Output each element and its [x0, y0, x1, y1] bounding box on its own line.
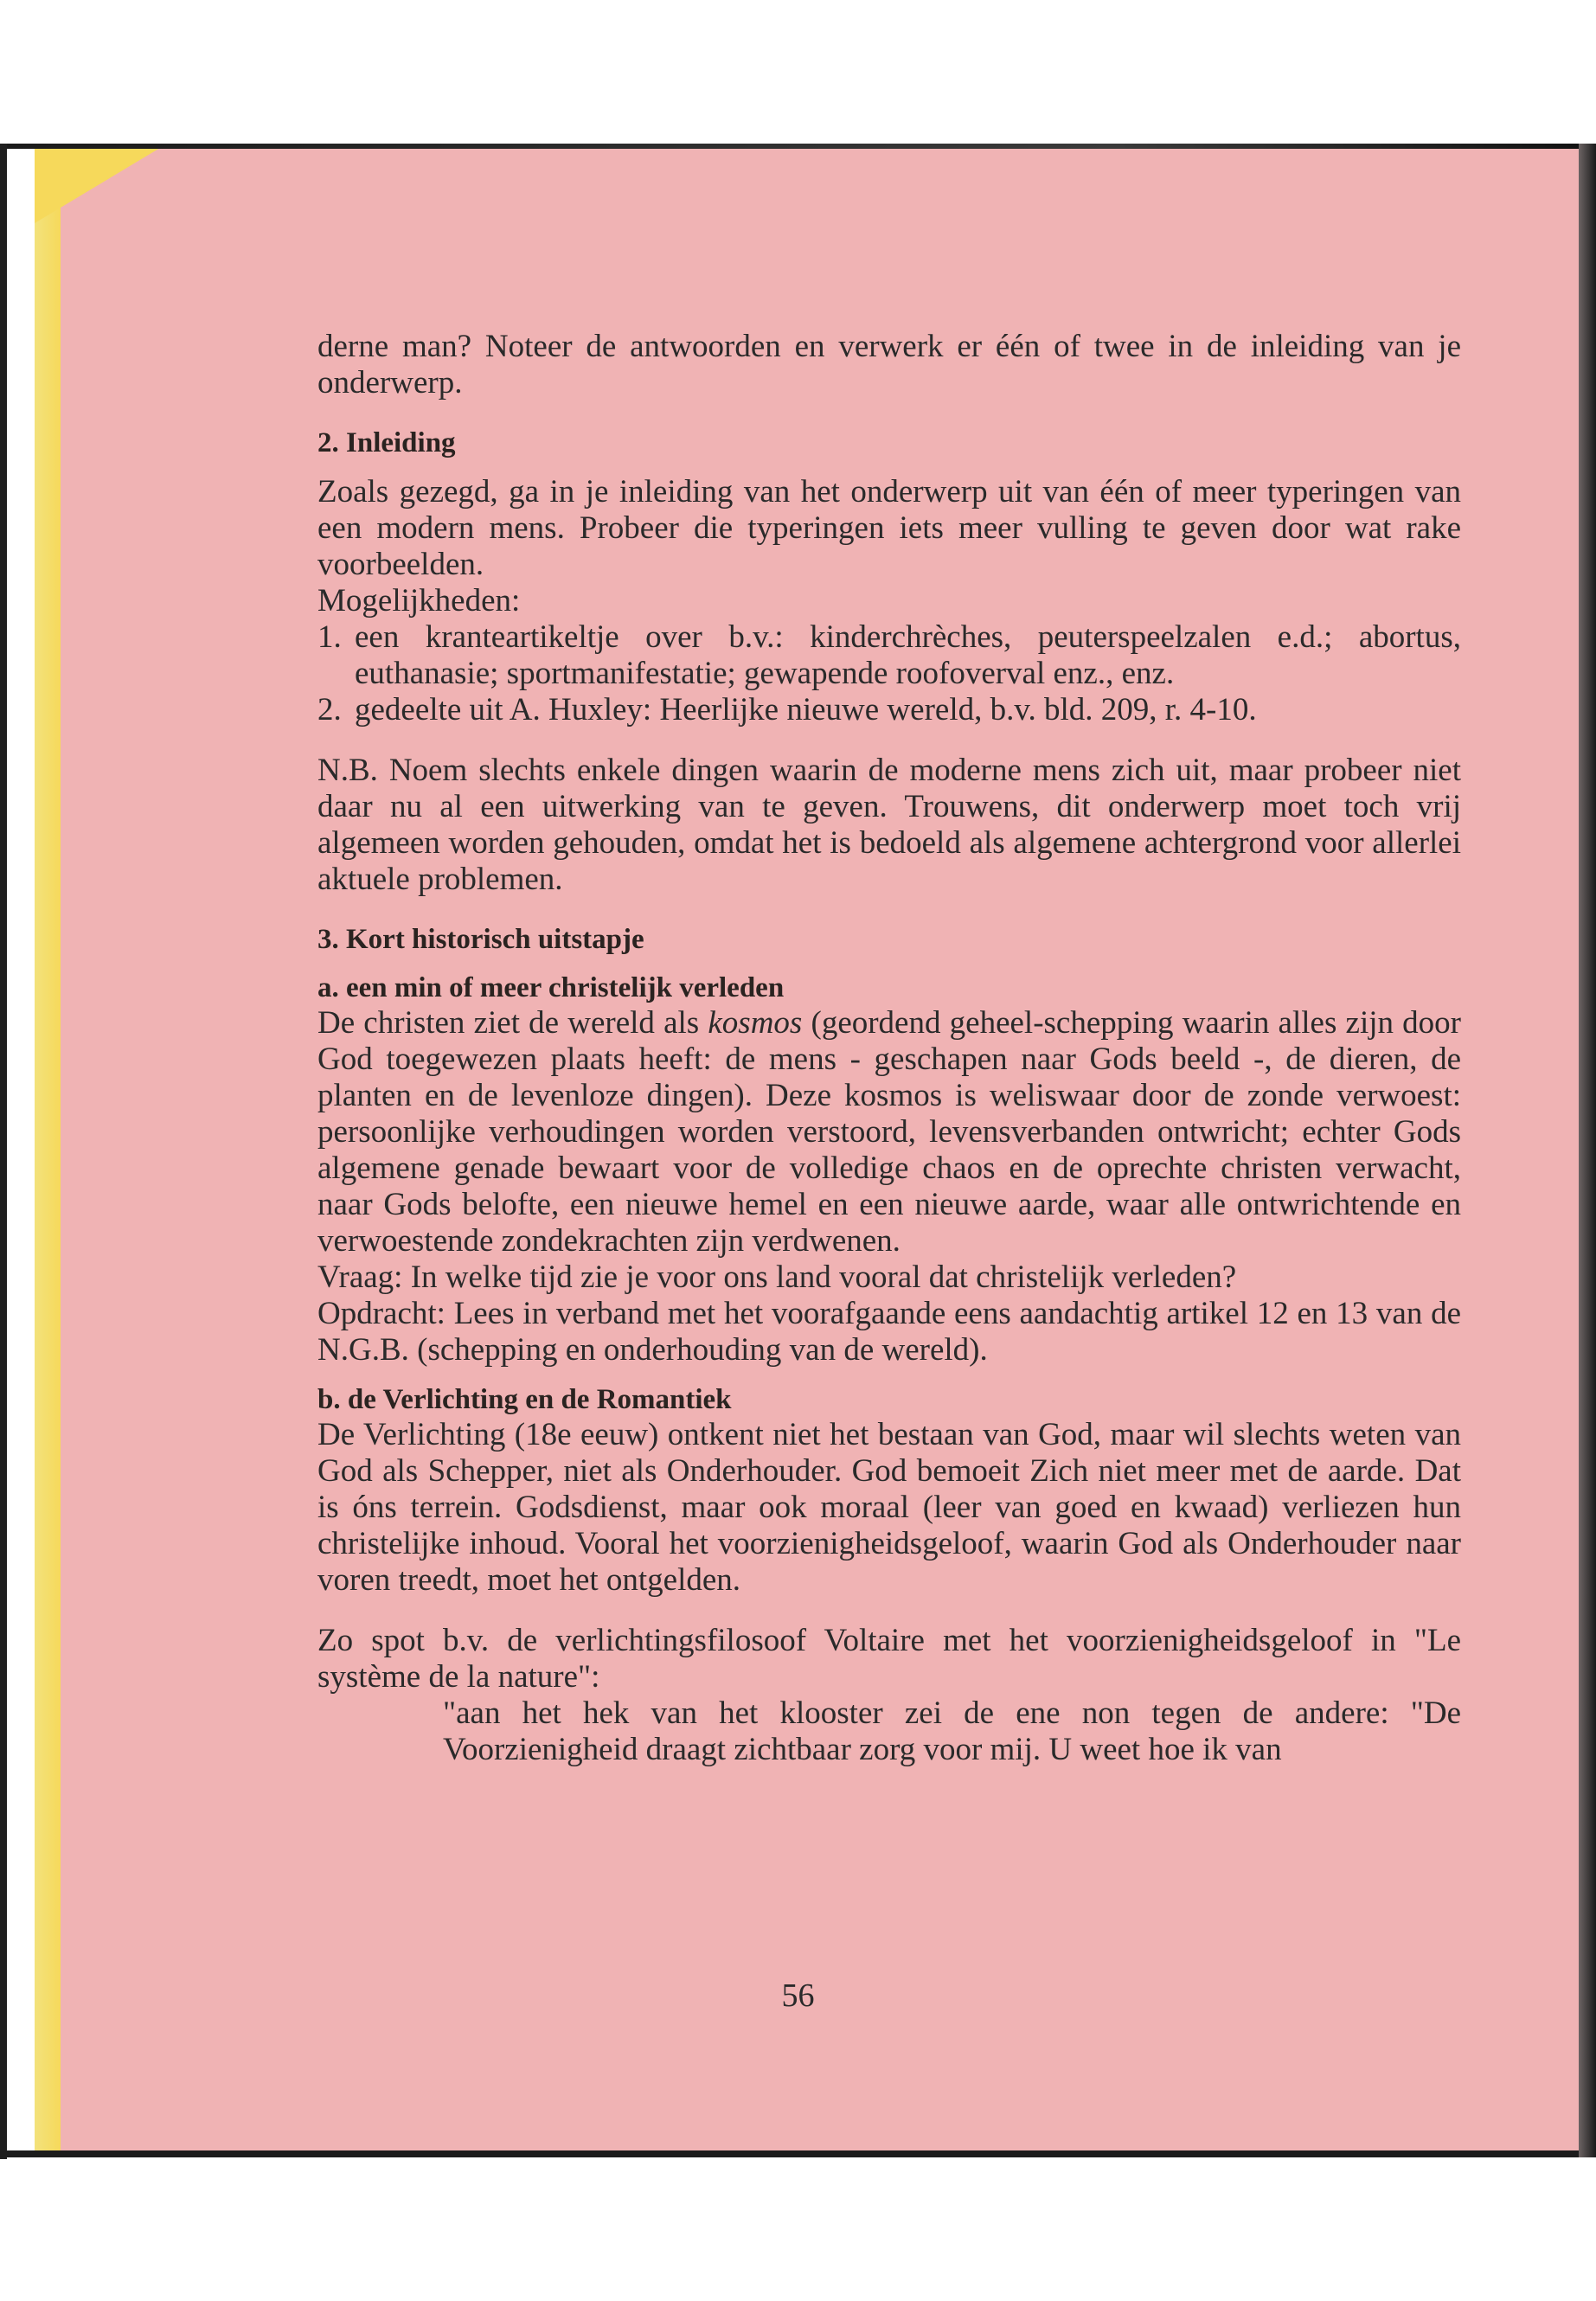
inleiding-paragraph: Zoals gezegd, ga in je inleiding van het onderwerp uit van één of meer typeringen van een modern mens. Probeer die typeringen iets meer vulling te geven door wat rake voorbeelden. [317, 474, 1461, 582]
scan-border-bottom [0, 2150, 1596, 2157]
kosmos-paragraph [317, 1005, 1461, 1259]
opdracht-paragraph: Opdracht: Lees in verband met het voorafgaande eens aandachtig artikel 12 en 13 van de N.G.B. (schepping en onderhouding van de wereld). [317, 1296, 1461, 1368]
intro-paragraph: derne man? Noteer de antwoorden en verwerk er één of twee in de inleiding van je onderwerp. [317, 329, 1461, 401]
section-heading-inleiding: 2. Inleiding [317, 427, 456, 458]
kosmos-italic: kosmos [708, 1005, 803, 1041]
list-text: een kranteartikeltje over b.v.: kinderchrèches, peuterspeelzalen e.d.; abortus, euthanasie; sportmanifestatie; gewapende roofoverval enz., enz. [355, 619, 1461, 691]
nb-paragraph: N.B. Noem slechts enkele dingen waarin de moderne mens zich uit, maar probeer niet daar nu al een uitwerking van te geven. Trouwens, dit onderwerp moet toch vrij algemeen worden gehouden, omdat het is bedoeld als algemene achtergrond voor allerlei aktuele problemen. [317, 753, 1461, 897]
mogelijkheden-label: Mogelijkheden: [317, 583, 521, 619]
scan-border-right [1579, 144, 1596, 2157]
list-text: gedeelte uit A. Huxley: Heerlijke nieuwe wereld, b.v. bld. 209, r. 4-10. [355, 692, 1257, 727]
scan-border-top [0, 144, 1596, 149]
yellow-page-edge [35, 145, 61, 2152]
kosmos-text-start: De christen ziet de wereld als [317, 1005, 708, 1041]
yellow-page-corner [35, 145, 164, 223]
vraag-paragraph: Vraag: In welke tijd zie je voor ons land vooral dat christelijk verleden? [317, 1259, 1237, 1295]
page-content [317, 329, 1461, 1768]
section-heading-historisch: 3. Kort historisch uitstapje [317, 924, 644, 955]
list-number: 1. [317, 619, 342, 655]
subheading-christelijk-verleden: a. een min of meer christelijk verleden [317, 972, 785, 1003]
scan-border-left [0, 144, 7, 2159]
list-item [317, 619, 1461, 692]
kosmos-text-end: (geordend geheel-schepping waarin alles zijn door God toegewezen plaats heeft: de mens - geschapen naar Gods beeld -, de dieren, de planten en de levenloze dingen). Deze kosmos is weliswaar door de zonde verwoest: persoonlijke verhoudingen worden verstoord, levensverbanden ontwricht; echter Gods algemene genade bewaart voor de volledige chaos en de oprechte christen verwacht, naar Gods belofte, een nieuwe hemel en een nieuwe aarde, waar alle ontwrichtende en verwoestende zondekrachten zijn verdwenen. [317, 1005, 1461, 1259]
subheading-verlichting: b. de Verlichting en de Romantiek [317, 1384, 732, 1415]
list-number: 2. [317, 692, 342, 727]
page-number: 56 [781, 1977, 815, 2014]
voltaire-paragraph: Zo spot b.v. de verlichtingsfilosoof Voltaire met het voorzienigheidsgeloof in "Le système de la nature": [317, 1623, 1461, 1695]
block-quote: "aan het hek van het klooster zei de ene non tegen de andere: "De Voorzienigheid draagt zichtbaar zorg voor mij. U weet hoe ik van [443, 1695, 1461, 1767]
verlichting-paragraph: De Verlichting (18e eeuw) ontkent niet het bestaan van God, maar wil slechts weten van God als Schepper, niet als Onderhouder. God bemoeit Zich niet meer met de aarde. Dat is óns terrein. Godsdienst, maar ook moraal (leer van goed en kwaad) verliezen hun christelijke inhoud. Vooral het voorzienigheidsgeloof, waarin God als Onderhouder naar voren treedt, moet het ontgelden. [317, 1417, 1461, 1598]
list-item [317, 692, 1461, 728]
